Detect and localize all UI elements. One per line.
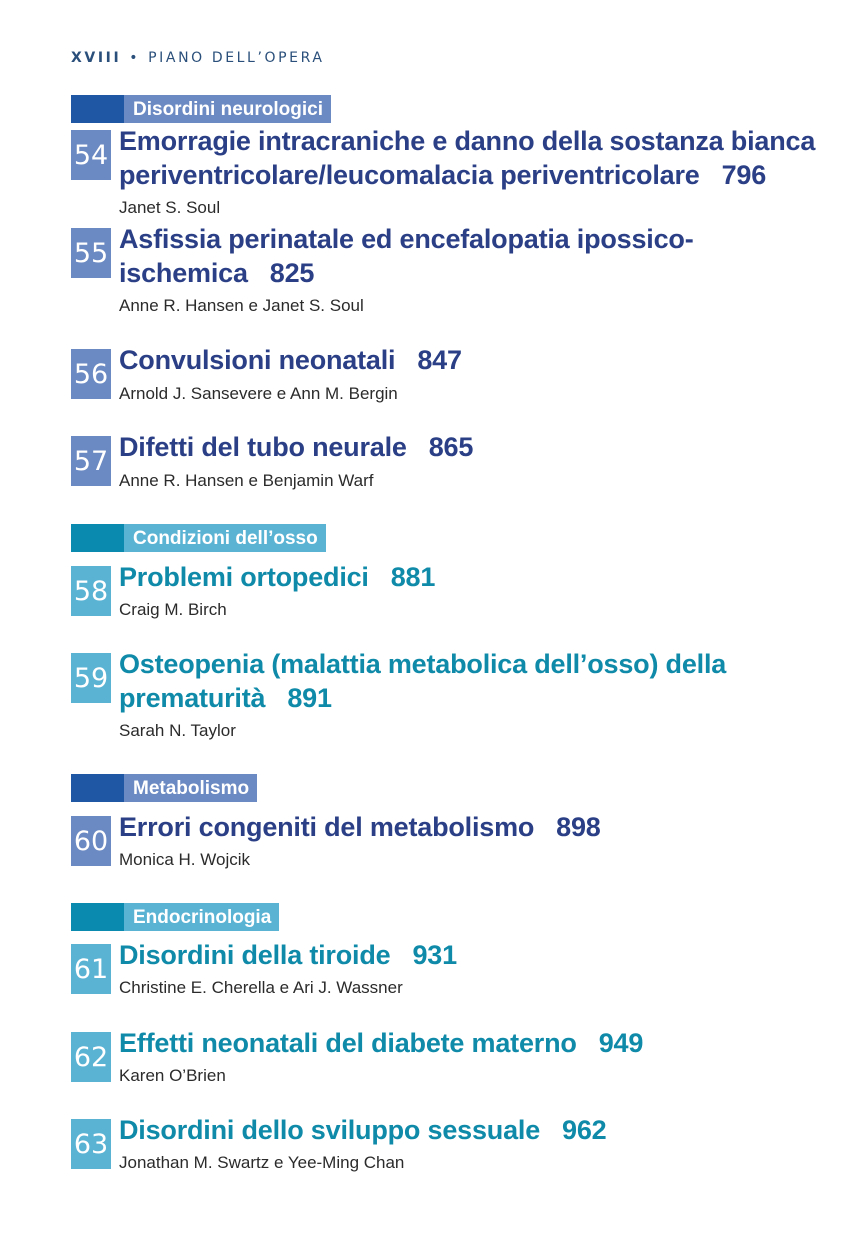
chapter-title-line: Convulsioni neonatali bbox=[119, 345, 396, 375]
chapter-title-line: Disordini della tiroide bbox=[119, 940, 391, 970]
chapter-number: 56 bbox=[71, 349, 111, 399]
section-label: Metabolismo bbox=[124, 774, 257, 802]
chapter-number: 62 bbox=[71, 1032, 111, 1082]
chapter-authors: Jonathan M. Swartz e Yee-Ming Chan bbox=[119, 1153, 405, 1172]
chapter-title[interactable] bbox=[119, 810, 819, 844]
chapter-title-line: prematurità bbox=[119, 683, 266, 713]
chapter-number: 59 bbox=[71, 653, 111, 703]
chapter-page: 796 bbox=[721, 160, 767, 190]
chapter-title-line: Errori congeniti del metabolismo bbox=[119, 812, 535, 842]
chapter-page: 898 bbox=[556, 812, 601, 842]
chapter-authors: Karen O’Brien bbox=[119, 1066, 226, 1085]
chapter-authors: Sarah N. Taylor bbox=[119, 721, 236, 740]
section-heading-endocrinologia bbox=[71, 903, 279, 931]
chapter-page: 949 bbox=[598, 1028, 644, 1058]
chapter-title-line: ischemica bbox=[119, 258, 248, 288]
chapter-authors: Monica H. Wojcik bbox=[119, 850, 250, 869]
section-label: Condizioni dell’osso bbox=[124, 524, 326, 552]
chapter-page: 847 bbox=[417, 345, 462, 375]
chapter-title[interactable] bbox=[119, 430, 819, 464]
chapter-page: 891 bbox=[287, 683, 332, 713]
section-heading-neurologia bbox=[71, 95, 331, 123]
chapter-authors: Janet S. Soul bbox=[119, 198, 221, 217]
chapter-authors: Christine E. Cherella e Ari J. Wassner bbox=[119, 978, 403, 997]
section-heading-metabolismo bbox=[71, 774, 257, 802]
running-header bbox=[71, 50, 325, 66]
chapter-title-line: Difetti del tubo neurale bbox=[119, 432, 407, 462]
chapter-page: 865 bbox=[428, 432, 474, 462]
chapter-page: 881 bbox=[390, 562, 436, 592]
chapter-authors: Arnold J. Sansevere e Ann M. Bergin bbox=[119, 384, 398, 403]
chapter-page: 931 bbox=[412, 940, 457, 970]
section-color-block bbox=[71, 774, 124, 802]
section-label: Endocrinologia bbox=[124, 903, 279, 931]
chapter-title[interactable] bbox=[119, 560, 819, 594]
section-color-block bbox=[71, 903, 124, 931]
chapter-number: 58 bbox=[71, 566, 111, 616]
chapter-title[interactable] bbox=[119, 124, 819, 192]
chapter-title[interactable] bbox=[119, 1113, 819, 1147]
chapter-number: 63 bbox=[71, 1119, 111, 1169]
chapter-page: 825 bbox=[269, 258, 315, 288]
chapter-title[interactable] bbox=[119, 222, 819, 290]
section-label: Disordini neurologici bbox=[124, 95, 331, 123]
header-title: PIANO DELL’OPERA bbox=[148, 50, 325, 66]
chapter-title[interactable] bbox=[119, 343, 819, 377]
section-color-block bbox=[71, 95, 124, 123]
chapter-number: 60 bbox=[71, 816, 111, 866]
chapter-title[interactable] bbox=[119, 938, 819, 972]
chapter-title-line: Effetti neonatali del diabete materno bbox=[119, 1028, 577, 1058]
chapter-authors: Anne R. Hansen e Janet S. Soul bbox=[119, 296, 364, 315]
chapter-number: 54 bbox=[71, 130, 111, 180]
chapter-number: 61 bbox=[71, 944, 111, 994]
section-heading-osso bbox=[71, 524, 326, 552]
section-color-block bbox=[71, 524, 124, 552]
chapter-authors: Craig M. Birch bbox=[119, 600, 227, 619]
chapter-authors: Anne R. Hansen e Benjamin Warf bbox=[119, 471, 374, 490]
chapter-title-line: Disordini dello sviluppo sessuale bbox=[119, 1115, 541, 1145]
chapter-title-line: Emorragie intracraniche e danno della sostanza bianca bbox=[119, 126, 816, 156]
chapter-title-line: Osteopenia (malattia metabolica dell’osso) della bbox=[119, 649, 727, 679]
header-separator: • bbox=[129, 50, 141, 66]
chapter-number: 57 bbox=[71, 436, 111, 486]
chapter-number: 55 bbox=[71, 228, 111, 278]
chapter-title[interactable] bbox=[119, 647, 819, 715]
chapter-title-line: periventricolare/leucomalacia periventricolare bbox=[119, 160, 700, 190]
chapter-title-line: Problemi ortopedici bbox=[119, 562, 369, 592]
page-number-roman: XVIII bbox=[71, 50, 122, 66]
chapter-page: 962 bbox=[562, 1115, 607, 1145]
chapter-title[interactable] bbox=[119, 1026, 819, 1060]
chapter-title-line: Asfissia perinatale ed encefalopatia ipossico- bbox=[119, 224, 694, 254]
